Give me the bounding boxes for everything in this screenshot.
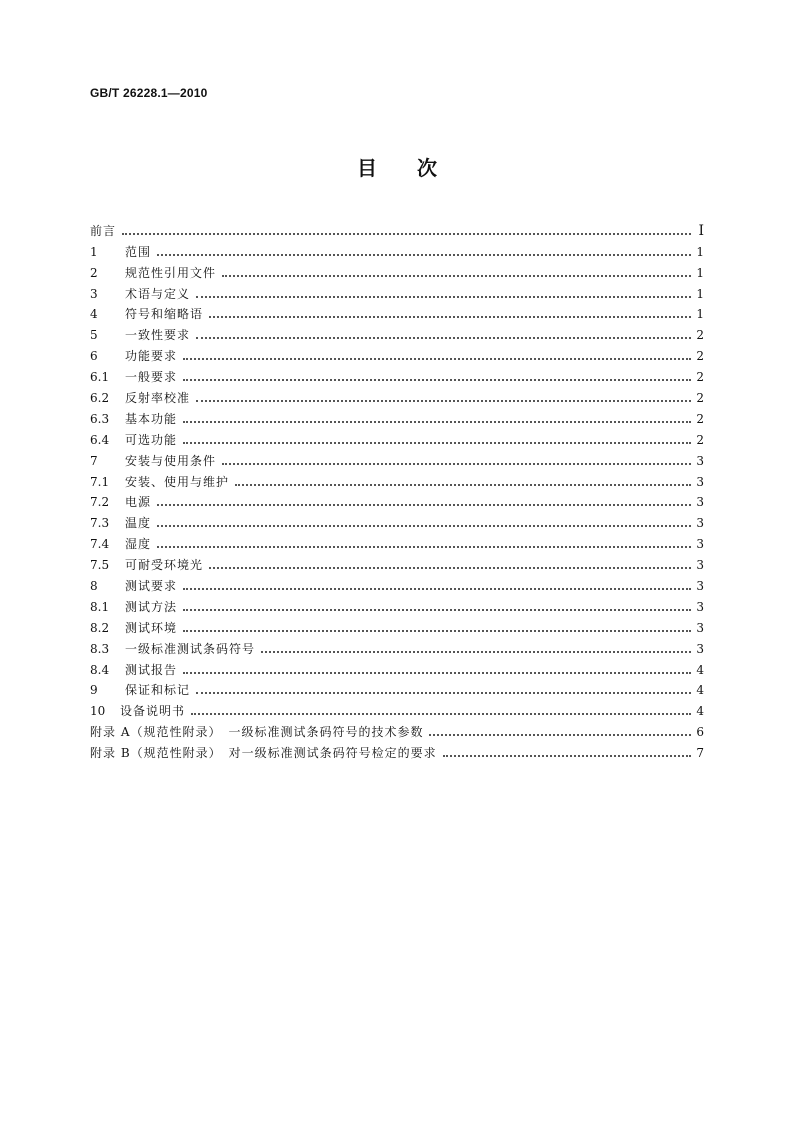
- toc-entry-page: 3: [696, 495, 704, 510]
- standard-number: GB/T 26228.1—2010: [90, 86, 208, 100]
- toc-entry-number: 6.3: [90, 411, 110, 426]
- toc-entry[interactable]: [90, 593, 704, 614]
- toc-entry-number: 3: [90, 286, 98, 301]
- toc-leader-dots: [157, 498, 691, 506]
- toc-leader-dots: [222, 457, 691, 465]
- toc-entry-page: 4: [696, 662, 704, 677]
- toc-leader-dots: [196, 686, 691, 694]
- toc-leader-dots: [183, 603, 691, 611]
- toc-entry[interactable]: [90, 363, 704, 384]
- toc-leader-dots: [209, 561, 691, 569]
- toc-entry-label: 反射率校准: [125, 391, 191, 406]
- toc-entry-number: 8.3: [90, 641, 110, 656]
- toc-entry-page: 6: [696, 725, 704, 740]
- table-of-contents: [90, 217, 704, 760]
- toc-leader-dots: [191, 707, 691, 715]
- toc-entry-number: 8.2: [90, 620, 110, 635]
- toc-entry[interactable]: [90, 468, 704, 489]
- toc-entry-page: 2: [696, 328, 704, 343]
- toc-entry-label: 功能要求: [125, 349, 178, 364]
- toc-entry[interactable]: [90, 301, 704, 322]
- toc-entry[interactable]: [90, 718, 704, 739]
- toc-entry-page: Ⅰ: [698, 222, 704, 239]
- toc-entry[interactable]: [90, 614, 704, 635]
- toc-leader-dots: [196, 331, 691, 339]
- toc-entry-label: 可选功能: [125, 432, 178, 447]
- toc-leader-dots: [183, 582, 691, 590]
- toc-entry[interactable]: [90, 447, 704, 468]
- toc-leader-dots: [222, 269, 691, 277]
- toc-leader-dots: [429, 728, 691, 736]
- toc-leader-dots: [157, 519, 691, 527]
- toc-entry-number: 9: [90, 683, 98, 698]
- toc-leader-dots: [183, 666, 691, 674]
- toc-entry-label: 一级标准测试条码符号: [125, 641, 256, 656]
- toc-leader-dots: [157, 540, 691, 548]
- toc-entry-page: 2: [696, 411, 704, 426]
- toc-entry-label: 可耐受环境光: [125, 558, 204, 573]
- toc-entry[interactable]: [90, 739, 704, 760]
- toc-entry-number: 6: [90, 349, 98, 364]
- toc-entry-number: 7.2: [90, 495, 110, 510]
- toc-entry-number: 10: [90, 704, 106, 719]
- toc-entry-page: 3: [696, 474, 704, 489]
- toc-entry-page: 1: [696, 286, 704, 301]
- toc-entry-number: 6.1: [90, 370, 110, 385]
- toc-entry-number: 7.5: [90, 558, 110, 573]
- toc-entry-number: 1: [90, 244, 98, 259]
- toc-entry-page: 1: [696, 265, 704, 280]
- toc-entry-number: 7.4: [90, 537, 110, 552]
- toc-entry-label: 保证和标记: [125, 683, 191, 698]
- toc-entry-page: 4: [696, 704, 704, 719]
- toc-entry-page: 7: [696, 746, 704, 761]
- toc-entry-label: 温度: [125, 516, 152, 531]
- toc-entry-page: 3: [696, 641, 704, 656]
- toc-entry[interactable]: [90, 697, 704, 718]
- toc-entry-label: 附录 B（规范性附录） 对一级标准测试条码符号检定的要求: [90, 746, 437, 761]
- toc-entry-number: 6.4: [90, 432, 110, 447]
- toc-entry[interactable]: [90, 342, 704, 363]
- toc-entry-label: 测试环境: [125, 620, 178, 635]
- toc-entry-label: 前言: [90, 223, 117, 238]
- toc-entry-label: 电源: [125, 495, 152, 510]
- toc-entry-number: 7.1: [90, 474, 110, 489]
- toc-leader-dots: [122, 227, 691, 235]
- toc-leader-dots: [183, 352, 691, 360]
- toc-entry-label: 术语与定义: [125, 286, 191, 301]
- toc-leader-dots: [157, 248, 691, 256]
- toc-entry-page: 1: [696, 307, 704, 322]
- toc-entry[interactable]: [90, 259, 704, 280]
- page-title: 目 次: [357, 156, 437, 180]
- toc-entry[interactable]: [90, 384, 704, 405]
- toc-entry-number: 2: [90, 265, 98, 280]
- toc-entry-page: 2: [696, 349, 704, 364]
- toc-leader-dots: [196, 394, 691, 402]
- toc-entry-label: 基本功能: [125, 411, 178, 426]
- toc-entry-number: 8.1: [90, 599, 110, 614]
- toc-entry-label: 安装、使用与维护: [125, 474, 230, 489]
- toc-leader-dots: [196, 290, 691, 298]
- toc-entry-label: 设备说明书: [120, 704, 186, 719]
- toc-entry-page: 2: [696, 370, 704, 385]
- toc-entry[interactable]: [90, 489, 704, 510]
- toc-entry[interactable]: [90, 217, 704, 238]
- toc-entry-label: 符号和缩略语: [125, 307, 204, 322]
- toc-entry[interactable]: [90, 280, 704, 301]
- toc-entry[interactable]: [90, 321, 704, 342]
- toc-entry[interactable]: [90, 238, 704, 259]
- toc-leader-dots: [235, 478, 691, 486]
- toc-entry-page: 3: [696, 620, 704, 635]
- toc-entry-number: 5: [90, 328, 98, 343]
- toc-entry-number: 8: [90, 579, 98, 594]
- toc-leader-dots: [261, 645, 691, 653]
- toc-entry-page: 3: [696, 599, 704, 614]
- toc-leader-dots: [183, 624, 691, 632]
- toc-entry-label: 测试报告: [125, 662, 178, 677]
- toc-entry-label: 测试要求: [125, 579, 178, 594]
- toc-entry-page: 3: [696, 558, 704, 573]
- toc-entry[interactable]: [90, 509, 704, 530]
- toc-entry[interactable]: [90, 426, 704, 447]
- toc-entry-page: 4: [696, 683, 704, 698]
- toc-entry-page: 3: [696, 453, 704, 468]
- toc-entry-label: 一致性要求: [125, 328, 191, 343]
- toc-entry-page: 1: [696, 244, 704, 259]
- toc-entry-page: 3: [696, 537, 704, 552]
- toc-entry-label: 测试方法: [125, 599, 178, 614]
- toc-leader-dots: [183, 373, 691, 381]
- toc-entry[interactable]: [90, 530, 704, 551]
- toc-entry-label: 安装与使用条件: [125, 453, 217, 468]
- toc-entry-label: 一般要求: [125, 370, 178, 385]
- toc-leader-dots: [183, 436, 691, 444]
- toc-entry[interactable]: [90, 656, 704, 677]
- toc-entry-number: 7.3: [90, 516, 110, 531]
- toc-entry[interactable]: [90, 635, 704, 656]
- toc-entry-page: 2: [696, 432, 704, 447]
- toc-entry-number: 8.4: [90, 662, 110, 677]
- toc-leader-dots: [209, 310, 691, 318]
- toc-entry-label: 规范性引用文件: [125, 265, 217, 280]
- toc-entry-label: 湿度: [125, 537, 152, 552]
- toc-entry-number: 6.2: [90, 391, 110, 406]
- toc-entry-page: 2: [696, 391, 704, 406]
- toc-leader-dots: [443, 749, 691, 757]
- toc-leader-dots: [183, 415, 691, 423]
- toc-entry-page: 3: [696, 579, 704, 594]
- toc-entry-number: 4: [90, 307, 98, 322]
- toc-entry-number: 7: [90, 453, 98, 468]
- toc-entry-label: 范围: [125, 244, 152, 259]
- toc-entry[interactable]: [90, 551, 704, 572]
- toc-entry[interactable]: [90, 572, 704, 593]
- toc-entry[interactable]: [90, 677, 704, 698]
- toc-entry-page: 3: [696, 516, 704, 531]
- toc-entry-label: 附录 A（规范性附录） 一级标准测试条码符号的技术参数: [90, 725, 424, 740]
- toc-entry[interactable]: [90, 405, 704, 426]
